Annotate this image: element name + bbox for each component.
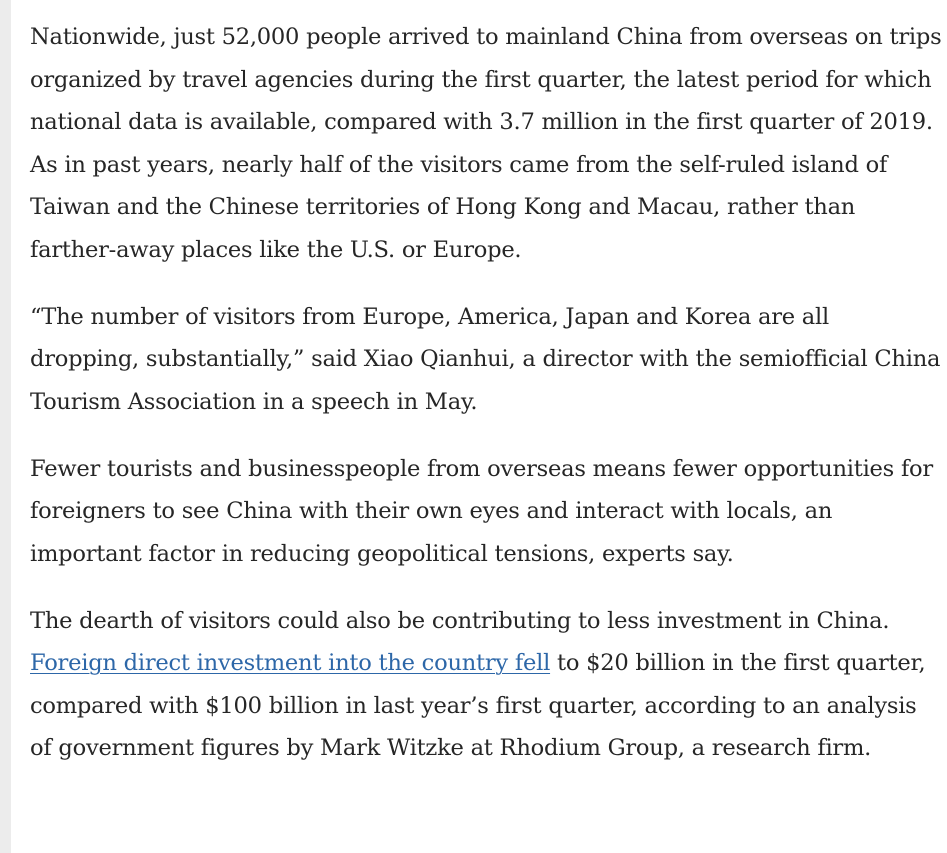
paragraph-3: Fewer tourists and businesspeople from overseas means fewer opportunities for foreigners to see China with their own eyes and interact with locals, an important factor in reducing geopolitical tensions, experts say. bbox=[30, 455, 933, 567]
paragraph-4-text-after: to $20 billion in the first quarter, compared with $100 billion in last year’s first quarter, according to an analysis of government figures by Mark Witzke at Rhodium Group, a research firm. bbox=[30, 650, 926, 761]
article-body bbox=[30, 16, 942, 794]
paragraph-4 bbox=[30, 600, 942, 770]
paragraph-2: “The number of visitors from Europe, America, Japan and Korea are all dropping, substantially,” said Xiao Qianhui, a director with the semiofficial China Tourism Association in a speech in May. bbox=[30, 303, 941, 415]
left-margin-bar bbox=[0, 0, 11, 853]
paragraph-1: Nationwide, just 52,000 people arrived to mainland China from overseas on trips organized by travel agencies during the first quarter, the latest period for which national data is available, compared with 3.7 million in the first quarter of 2019. As in past years, nearly half of the visitors came from the self-ruled island of Taiwan and the Chinese territories of Hong Kong and Macau, rather than farther-away places like the U.S. or Europe. bbox=[30, 24, 942, 263]
paragraph-4-text-before: The dearth of visitors could also be contributing to less investment in China. bbox=[30, 607, 890, 634]
fdi-article-link[interactable]: Foreign direct investment into the country fell bbox=[30, 650, 551, 676]
